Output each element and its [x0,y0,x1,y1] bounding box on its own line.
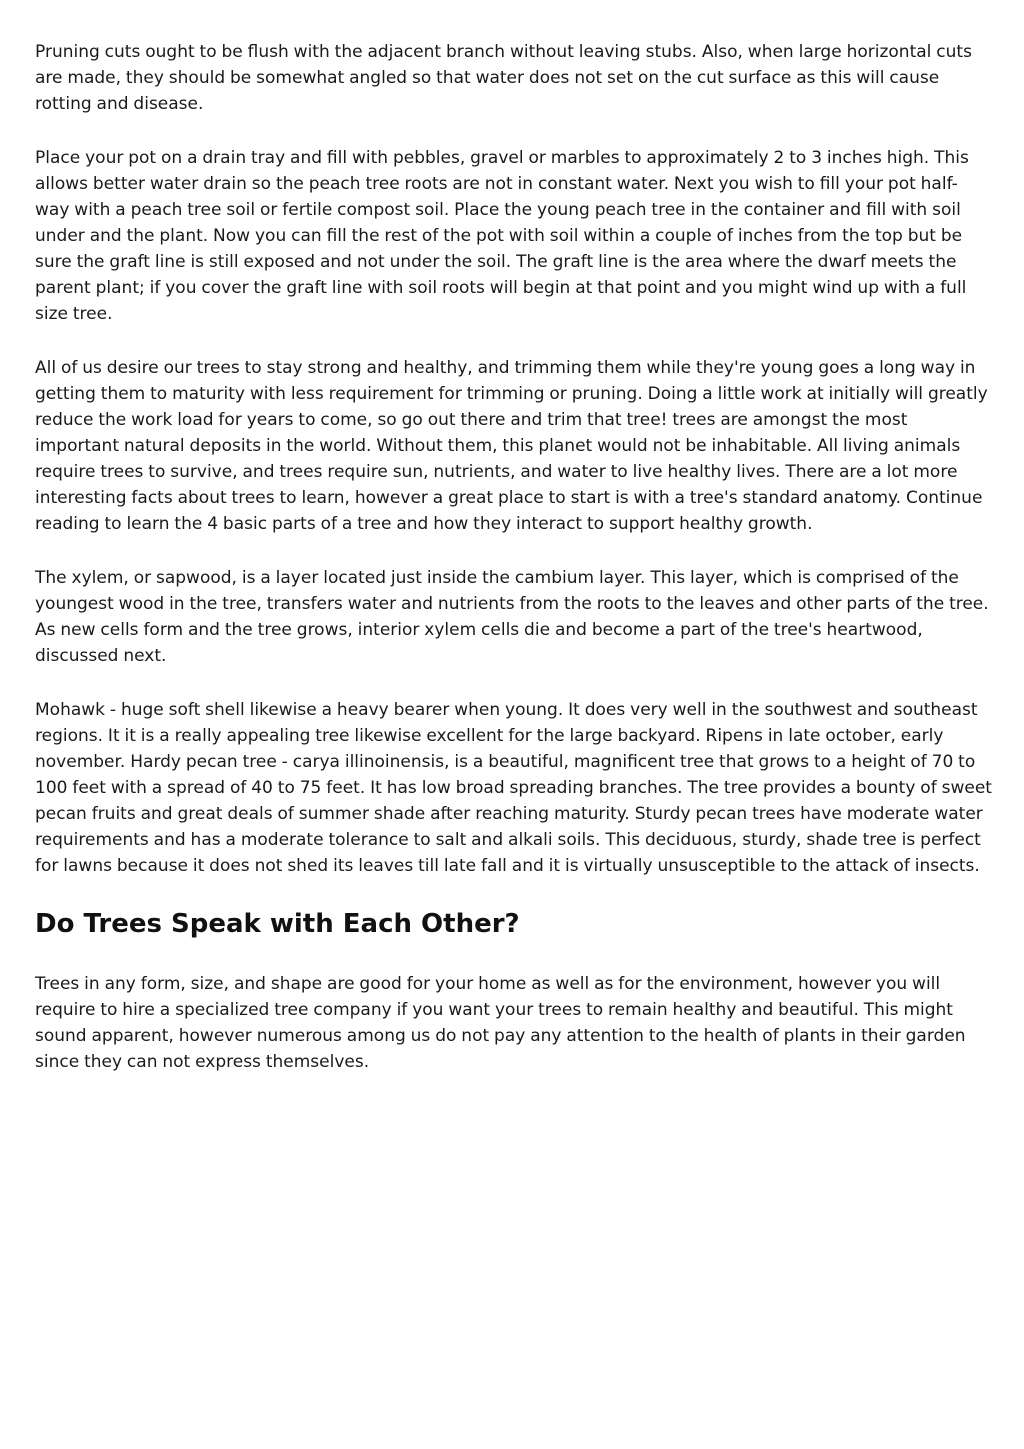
paragraph-pruning-cuts: Pruning cuts ought to be flush with the adjacent branch without leaving stubs. Also, when large horizontal cuts are made, they should be somewhat angled so that water does not set on the cut surface as this will cause rotting and disease. [35,42,972,114]
paragraph-xylem-sapwood: The xylem, or sapwood, is a layer located just inside the cambium layer. This layer, which is comprised of the youngest wood in the tree, transfers water and nutrients from the roots to the leaves and other parts of the tree. As new cells form and the tree grows, interior xylem cells die and become a part of the tree's heartwood, discussed next. [35,568,989,666]
paragraph-trees-strong-healthy: All of us desire our trees to stay strong and healthy, and trimming them while they're young goes a long way in getting them to maturity with less requirement for trimming or pruning. Doing a little work at initially will greatly reduce the work load for years to come, so go out there and trim that tree! trees are amongst the most important natural deposits in the world. Without them, this planet would not be inhabitable. All living animals require trees to survive, and trees require sun, nutrients, and water to live healthy lives. There are a lot more interesting facts about trees to learn, however a great place to start is with a tree's standard anatomy. Continue reading to learn the 4 basic parts of a tree and how they interact to support healthy growth. [35,358,988,534]
paragraph-pot-drain-tray: Place your pot on a drain tray and fill with pebbles, gravel or marbles to approximately 2 to 3 inches high. This allows better water drain so the peach tree roots are not in constant water. Next you wish to fill your pot half-way with a peach tree soil or fertile compost soil. Place the young peach tree in the container and fill with soil under and the plant. Now you can fill the rest of the pot with soil within a couple of inches from the top but be sure the graft line is still exposed and not under the soil. The graft line is the area where the dwarf meets the parent plant; if you cover the graft line with soil roots will begin at that point and you might wind up with a full size tree. [35,148,969,324]
section-heading: Do Trees Speak with Each Other? [35,909,520,939]
paragraph-trees-any-form: Trees in any form, size, and shape are good for your home as well as for the environment, however you will require to hire a specialized tree company if you want your trees to remain healthy and beautiful. This might sound apparent, however numerous among us do not pay any attention to the health of plants in their garden since they can not express themselves. [35,974,966,1072]
document-page [35,39,992,1103]
paragraph-mohawk-pecan: Mohawk - huge soft shell likewise a heavy bearer when young. It does very well in the southwest and southeast regions. It it is a really appealing tree likewise excellent for the large backyard. Ripens in late october, early november. Hardy pecan tree - carya illinoinensis, is a beautiful, magnificent tree that grows to a height of 70 to 100 feet with a spread of 40 to 75 feet. It has low broad spreading branches. The tree provides a bounty of sweet pecan fruits and great deals of summer shade after reaching maturity. Sturdy pecan trees have moderate water requirements and has a moderate tolerance to salt and alkali soils. This deciduous, sturdy, shade tree is perfect for lawns because it does not shed its leaves till late fall and it is virtually unsusceptible to the attack of insects. [35,700,992,876]
